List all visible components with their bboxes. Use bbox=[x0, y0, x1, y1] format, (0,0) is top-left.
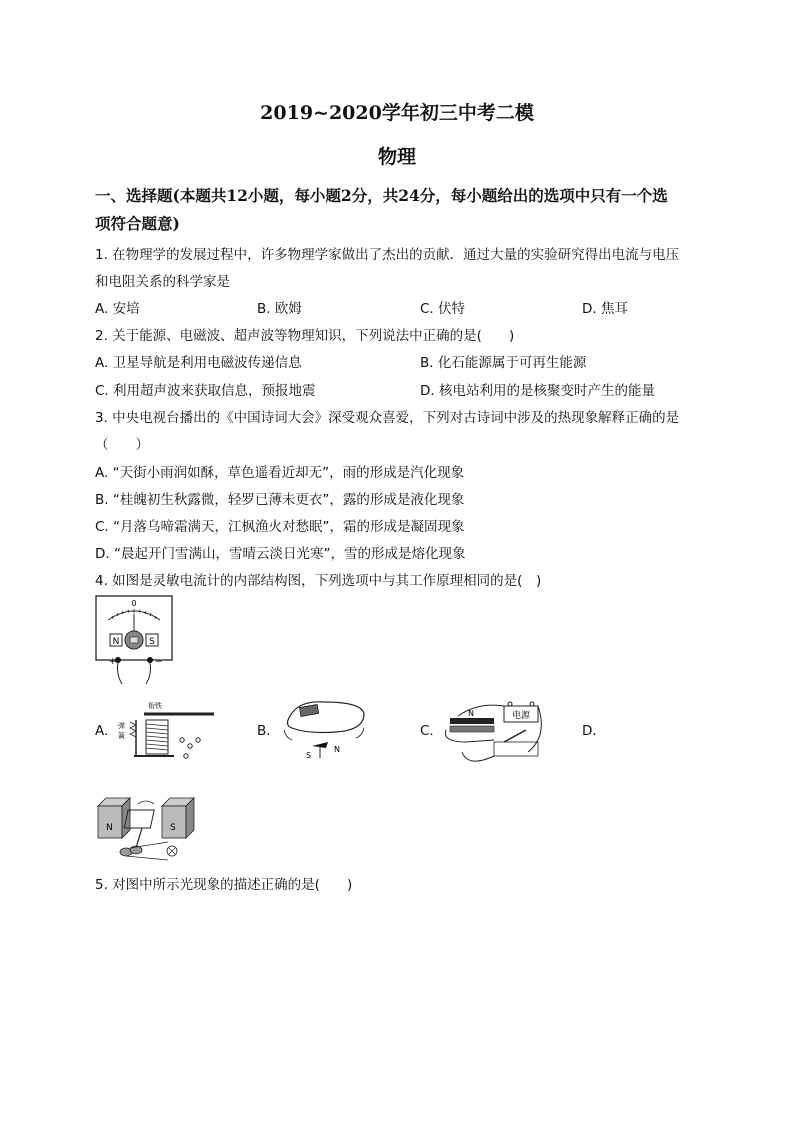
relay-terminal-4 bbox=[184, 754, 188, 758]
wire-loop bbox=[288, 702, 365, 733]
magnet-s-front bbox=[162, 806, 186, 838]
rotation-arrow bbox=[138, 801, 154, 804]
q5-stem: 5. 对图中所示光现象的描述正确的是( ) bbox=[95, 877, 353, 893]
scale-zero-label: 0 bbox=[131, 599, 137, 608]
q1-option-c: C. 伏特 bbox=[420, 301, 466, 317]
coil-core bbox=[130, 637, 138, 643]
relay-terminal-1 bbox=[180, 738, 184, 742]
brush-wire-2 bbox=[126, 856, 168, 860]
relay-terminal-3 bbox=[196, 738, 200, 742]
armature-label: 衔铁 bbox=[148, 702, 162, 710]
spring-label-1: 弹 bbox=[118, 722, 125, 730]
q2-option-a: A. 卫星导航是利用电磁波传递信息 bbox=[95, 355, 302, 371]
q3-stem-line1: 3. 中央电视台播出的《中国诗词大会》深受观众喜爱，下列对古诗词中涉及的热现象解释正确的是 bbox=[95, 410, 680, 426]
q4-stem: 4. 如图是灵敏电流计的内部结构图，下列选项中与其工作原理相同的是( ) bbox=[95, 573, 542, 589]
option-b-oersted-figure bbox=[278, 696, 374, 766]
q1-stem-line1: 1. 在物理学的发展过程中，许多物理学家做出了杰出的贡献．通过大量的实验研究得出电流与电压 bbox=[95, 247, 680, 263]
spring-coil bbox=[130, 722, 136, 737]
brush-wire-1 bbox=[130, 842, 168, 848]
plus-label: + bbox=[109, 657, 117, 667]
q1-option-d: D. 焦耳 bbox=[582, 301, 628, 317]
minus-terminal bbox=[147, 657, 153, 663]
q3-stem-line2: （ ） bbox=[95, 437, 149, 453]
q3-option-a: A. “天街小雨润如酥，草色遥看近却无”，雨的形成是汽化现象 bbox=[95, 465, 465, 481]
q4-option-a-label: A. bbox=[95, 723, 109, 739]
lead-wire-left bbox=[118, 663, 123, 684]
lead-wire-c2 bbox=[458, 705, 504, 716]
subject-title: 物理 bbox=[377, 146, 416, 168]
magnet-n-label: N bbox=[112, 637, 120, 647]
q3-option-b: B. “桂魄初生秋露微，轻罗已薄未更衣”，露的形成是液化现象 bbox=[95, 492, 465, 508]
q2-option-d: D. 核电站利用的是核聚变时产生的能量 bbox=[420, 383, 655, 399]
minus-label: − bbox=[155, 657, 163, 667]
lead-wire-right bbox=[146, 663, 151, 684]
power-terminal-2 bbox=[530, 702, 534, 706]
q1-option-b: B. 欧姆 bbox=[257, 301, 302, 317]
generator-n-label: N bbox=[106, 823, 113, 833]
power-terminal-1 bbox=[508, 702, 512, 706]
q1-stem-line2: 和电阻关系的科学家是 bbox=[95, 274, 230, 290]
q4-option-d-label: D. bbox=[582, 723, 597, 739]
field-arrow-right bbox=[356, 728, 364, 738]
switch-lever bbox=[504, 730, 526, 742]
magnet-s-label: S bbox=[149, 637, 155, 647]
section-heading-line2: 项符合题意) bbox=[95, 214, 180, 233]
option-a-relay-figure bbox=[116, 698, 220, 764]
q1-option-a: A. 安培 bbox=[95, 301, 140, 317]
galvanometer-figure bbox=[92, 594, 176, 686]
q4-option-c-label: C. bbox=[420, 723, 434, 739]
magnet-top bbox=[450, 718, 494, 724]
exam-title: 2019~2020学年初三中考二模 bbox=[260, 102, 534, 124]
power-label: 电源 bbox=[511, 711, 531, 721]
battery bbox=[299, 704, 318, 716]
magnet-n-label-c: N bbox=[468, 709, 474, 718]
q3-option-d: D. “晨起开门雪满山，雪晴云淡日光寒”，雪的形成是熔化现象 bbox=[95, 546, 466, 562]
option-c-motor-figure bbox=[438, 696, 550, 774]
q2-option-c: C. 利用超声波来获取信息，预报地震 bbox=[95, 383, 316, 399]
generator-s-label: S bbox=[170, 823, 176, 833]
q3-option-c: C. “月落乌啼霜满天，江枫渔火对愁眠”，霜的形成是凝固现象 bbox=[95, 519, 465, 535]
coil-axle bbox=[136, 828, 142, 848]
magnet-n-front bbox=[98, 806, 122, 838]
field-arrow-left bbox=[284, 730, 292, 740]
lead-wire-c3 bbox=[462, 752, 494, 761]
spring-label-2: 簧 bbox=[118, 732, 125, 740]
q4-option-b-label: B. bbox=[257, 723, 271, 739]
q2-option-b: B. 化石能源属于可再生能源 bbox=[420, 355, 587, 371]
magnet-bottom bbox=[450, 726, 494, 732]
relay-terminal-2 bbox=[188, 744, 192, 748]
section-heading-line1: 一、选择题(本题共12小题，每小题2分，共24分，每小题给出的选项中只有一个选 bbox=[95, 186, 668, 205]
compass-s-label: S bbox=[306, 751, 312, 760]
option-d-generator-figure bbox=[96, 792, 200, 864]
compass-n-label: N bbox=[334, 745, 340, 754]
q2-stem: 2. 关于能源、电磁波、超声波等物理知识，下列说法中正确的是( ) bbox=[95, 328, 515, 344]
